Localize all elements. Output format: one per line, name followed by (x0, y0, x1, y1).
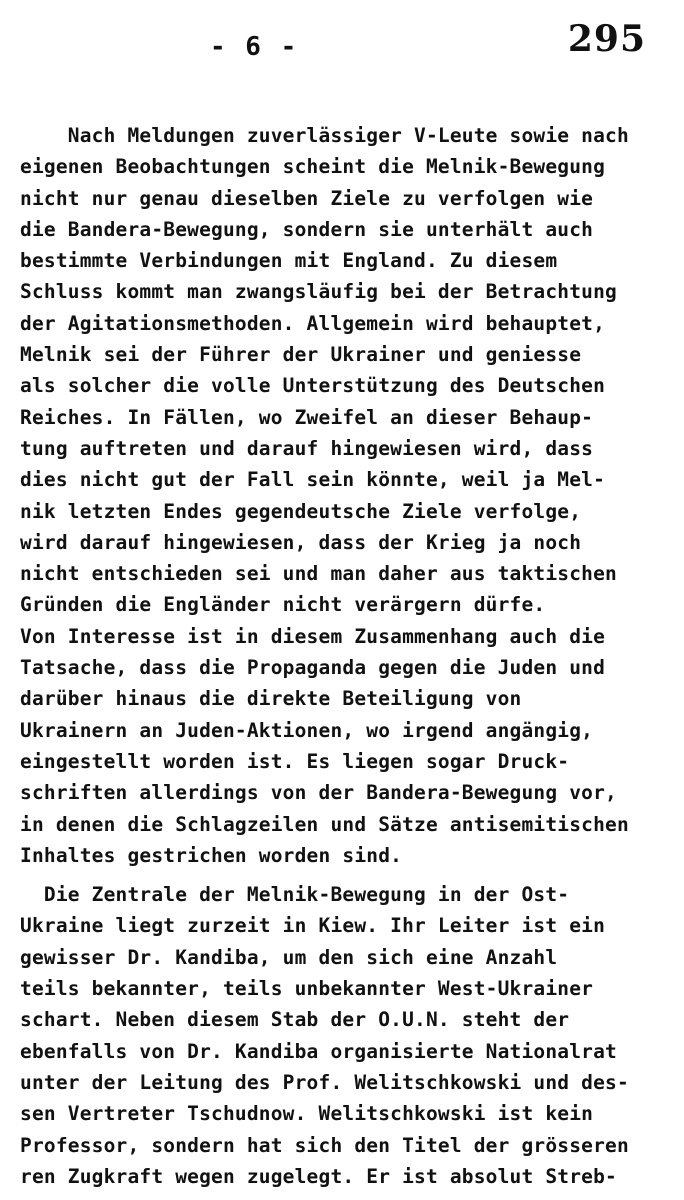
text-line: Tatsache, dass die Propaganda gegen die Juden und (20, 656, 606, 680)
text-line: eingestellt worden ist. Es liegen sogar Druck- (20, 749, 570, 773)
paragraph-2 (20, 879, 668, 1192)
paragraph-gap (20, 871, 668, 879)
text-line: Gründen die Engländer nicht verärgern dürfe. (20, 593, 546, 617)
text-line: in denen die Schlagzeilen und Sätze antisemitischen (20, 812, 629, 836)
text-line: Von Interesse ist in diesem Zusammenhang auch die (20, 624, 606, 648)
text-line: teils bekannter, teils unbekannter West-Ukrainer (20, 977, 594, 1001)
text-line: schriften allerdings von der Bandera-Bewegung vor, (20, 781, 617, 805)
text-line: Nach Meldungen zuverlässiger V-Leute sowie nach (20, 124, 629, 147)
text-line: gewisser Dr. Kandiba, um den sich eine Anzahl (20, 945, 558, 969)
text-line: darüber hinaus die direkte Beteiligung von (20, 687, 522, 711)
text-line: Schluss kommt man zwangsläufig bei der Betrachtung (20, 280, 617, 304)
text-line: Die Zentrale der Melnik-Bewegung in der Ost- (20, 883, 570, 907)
text-line: als solcher die volle Unterstützung des Deutschen (20, 374, 606, 398)
text-line: tung auftreten und darauf hingewiesen wird, dass (20, 436, 594, 460)
text-line: nicht nur genau dieselben Ziele zu verfolgen wie (20, 186, 594, 210)
text-line: Ukraine liegt zurzeit in Kiew. Ihr Leiter ist ein (20, 914, 606, 938)
text-line: unter der Leitung des Prof. Welitschkowski und des- (20, 1070, 629, 1094)
text-line: Inhaltes gestrichen worden sind. (20, 843, 403, 867)
text-line: eigenen Beobachtungen scheint die Melnik-Bewegung (20, 155, 606, 179)
text-line: schart. Neben diesem Stab der O.U.N. steht der (20, 1008, 570, 1032)
document-body (20, 120, 668, 1192)
text-line: ebenfalls von Dr. Kandiba organisierte Nationalrat (20, 1039, 617, 1063)
text-line: die Bandera-Bewegung, sondern sie unterhält auch (20, 217, 594, 241)
text-line: wird darauf hingewiesen, dass der Krieg ja noch (20, 530, 582, 554)
text-line: Melnik sei der Führer der Ukrainer und geniesse (20, 343, 582, 367)
text-line: ren Zugkraft wegen zugelegt. Er ist absolut Streb- (20, 1164, 617, 1188)
text-line: nicht entschieden sei und man daher aus taktischen (20, 562, 617, 586)
page-marker: - 6 - (210, 32, 299, 62)
archive-page-number: 295 (567, 18, 646, 60)
text-line: bestimmte Verbindungen mit England. Zu diesem (20, 249, 558, 273)
text-line: der Agitationsmethoden. Allgemein wird behauptet, (20, 311, 606, 335)
text-line: dies nicht gut der Fall sein könnte, weil ja Mel- (20, 468, 606, 492)
text-line: Professor, sondern hat sich den Titel der grösseren (20, 1133, 629, 1157)
page-header (0, 18, 684, 68)
text-line: Ukrainern an Juden-Aktionen, wo irgend angängig, (20, 718, 594, 742)
text-line: Reiches. In Fällen, wo Zweifel an dieser Behaup- (20, 405, 594, 429)
text-line: nik letzten Endes gegendeutsche Ziele verfolge, (20, 499, 582, 523)
paragraph-1 (20, 120, 668, 871)
text-line: sen Vertreter Tschudnow. Welitschkowski ist kein (20, 1102, 594, 1126)
